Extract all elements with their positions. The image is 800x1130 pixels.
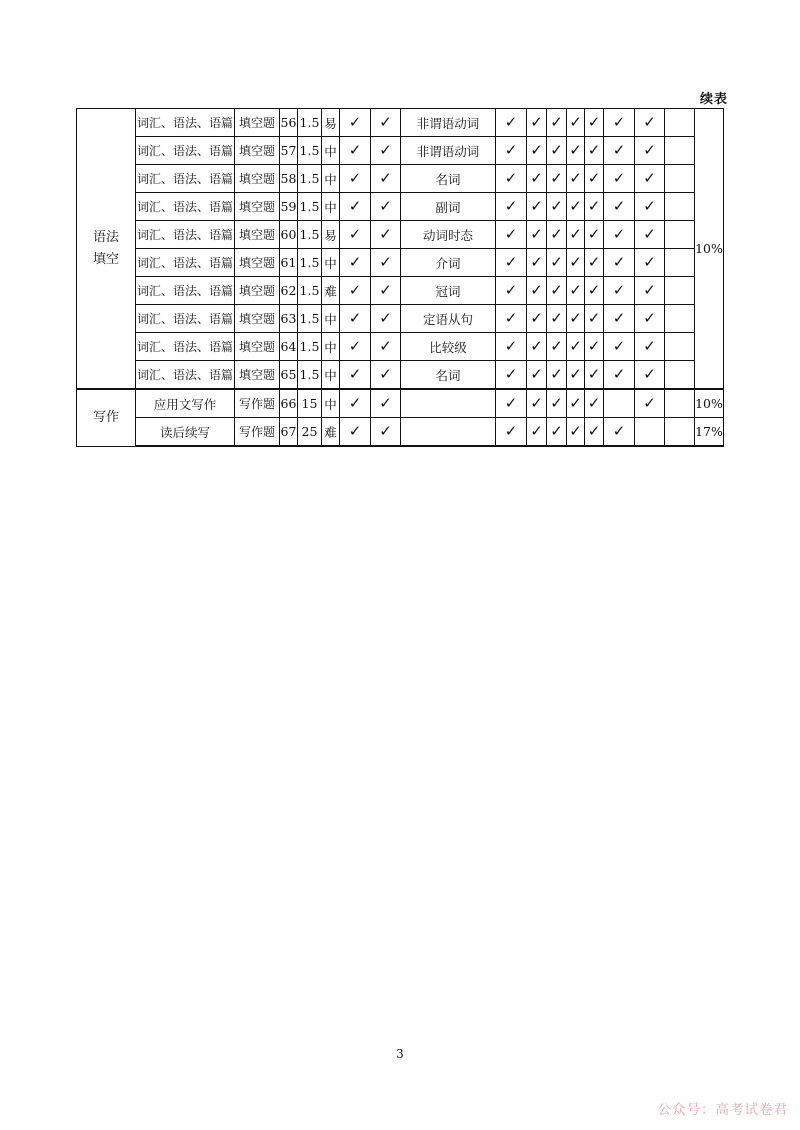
content-cell: 词汇、语法、语篇: [136, 137, 235, 165]
check-mark: ✓: [340, 193, 371, 221]
knowledge-point-cell: 介词: [401, 249, 496, 277]
proportion-cell: 10%: [695, 389, 724, 418]
check-mark: ✓: [585, 333, 604, 361]
question-number-cell: 59: [280, 193, 298, 221]
check-mark: ✓: [635, 137, 665, 165]
question-type-cell: 填空题: [235, 333, 280, 361]
question-type-cell: 填空题: [235, 361, 280, 390]
question-type-cell: 填空题: [235, 137, 280, 165]
table-row: [77, 418, 724, 447]
score-cell: 1.5: [298, 333, 322, 361]
empty-cell: [604, 389, 635, 418]
question-number-cell: 58: [280, 165, 298, 193]
check-mark: ✓: [567, 418, 585, 447]
check-mark: ✓: [604, 305, 635, 333]
knowledge-point-cell: [401, 389, 496, 418]
knowledge-point-cell: [401, 418, 496, 447]
check-mark: ✓: [527, 109, 547, 137]
check-mark: ✓: [604, 137, 635, 165]
empty-cell: [665, 249, 695, 277]
score-cell: 15: [298, 389, 322, 418]
check-mark: ✓: [585, 137, 604, 165]
question-type-cell: 填空题: [235, 305, 280, 333]
score-cell: 1.5: [298, 137, 322, 165]
content-cell: 词汇、语法、语篇: [136, 109, 235, 137]
check-mark: ✓: [547, 165, 567, 193]
check-mark: ✓: [547, 193, 567, 221]
empty-cell: [665, 418, 695, 447]
question-number-cell: 63: [280, 305, 298, 333]
check-mark: ✓: [604, 277, 635, 305]
check-mark: ✓: [604, 165, 635, 193]
check-mark: ✓: [527, 277, 547, 305]
check-mark: ✓: [527, 249, 547, 277]
difficulty-cell: 难: [322, 277, 340, 305]
check-mark: ✓: [527, 165, 547, 193]
empty-cell: [665, 361, 695, 390]
check-mark: ✓: [340, 221, 371, 249]
score-cell: 1.5: [298, 109, 322, 137]
check-mark: ✓: [635, 165, 665, 193]
check-mark: ✓: [635, 221, 665, 249]
proportion-cell: 17%: [695, 418, 724, 447]
check-mark: ✓: [340, 361, 371, 390]
check-mark: ✓: [567, 193, 585, 221]
check-mark: ✓: [585, 418, 604, 447]
check-mark: ✓: [567, 277, 585, 305]
check-mark: ✓: [635, 333, 665, 361]
section-cell-grammar-fill: 语法 填空: [77, 109, 136, 390]
check-mark: ✓: [585, 305, 604, 333]
check-mark: ✓: [371, 193, 401, 221]
check-mark: ✓: [527, 221, 547, 249]
check-mark: ✓: [604, 193, 635, 221]
check-mark: ✓: [496, 361, 527, 390]
check-mark: ✓: [635, 193, 665, 221]
check-mark: ✓: [371, 305, 401, 333]
score-cell: 1.5: [298, 165, 322, 193]
check-mark: ✓: [496, 165, 527, 193]
check-mark: ✓: [371, 249, 401, 277]
content-cell: 词汇、语法、语篇: [136, 249, 235, 277]
difficulty-cell: 中: [322, 137, 340, 165]
check-mark: ✓: [527, 333, 547, 361]
check-mark: ✓: [371, 333, 401, 361]
difficulty-cell: 中: [322, 249, 340, 277]
question-type-cell: 填空题: [235, 221, 280, 249]
empty-cell: [665, 333, 695, 361]
content-cell: 应用文写作: [136, 389, 235, 418]
check-mark: ✓: [547, 389, 567, 418]
check-mark: ✓: [340, 165, 371, 193]
check-mark: ✓: [547, 137, 567, 165]
table-row: [77, 389, 724, 418]
check-mark: ✓: [371, 165, 401, 193]
table-row: [77, 137, 724, 165]
difficulty-cell: 中: [322, 333, 340, 361]
check-mark: ✓: [371, 137, 401, 165]
empty-cell: [635, 418, 665, 447]
check-mark: ✓: [585, 221, 604, 249]
check-mark: ✓: [527, 418, 547, 447]
check-mark: ✓: [371, 418, 401, 447]
question-number-cell: 67: [280, 418, 298, 447]
check-mark: ✓: [567, 249, 585, 277]
continued-table-label: 续表: [699, 92, 728, 107]
check-mark: ✓: [567, 361, 585, 390]
score-cell: 1.5: [298, 249, 322, 277]
check-mark: ✓: [547, 109, 567, 137]
knowledge-point-cell: 名词: [401, 165, 496, 193]
empty-cell: [665, 305, 695, 333]
content-cell: 词汇、语法、语篇: [136, 333, 235, 361]
empty-cell: [665, 277, 695, 305]
check-mark: ✓: [547, 418, 567, 447]
content-cell: 词汇、语法、语篇: [136, 221, 235, 249]
check-mark: ✓: [496, 418, 527, 447]
knowledge-point-cell: 定语从句: [401, 305, 496, 333]
difficulty-cell: 易: [322, 109, 340, 137]
check-mark: ✓: [496, 193, 527, 221]
check-mark: ✓: [340, 249, 371, 277]
check-mark: ✓: [527, 305, 547, 333]
check-mark: ✓: [371, 221, 401, 249]
content-cell: 词汇、语法、语篇: [136, 305, 235, 333]
check-mark: ✓: [635, 277, 665, 305]
check-mark: ✓: [371, 389, 401, 418]
knowledge-point-cell: 动词时态: [401, 221, 496, 249]
difficulty-cell: 易: [322, 221, 340, 249]
question-number-cell: 60: [280, 221, 298, 249]
question-number-cell: 62: [280, 277, 298, 305]
difficulty-cell: 难: [322, 418, 340, 447]
knowledge-point-cell: 名词: [401, 361, 496, 390]
table-row: [77, 333, 724, 361]
check-mark: ✓: [567, 109, 585, 137]
question-number-cell: 57: [280, 137, 298, 165]
content-cell: 词汇、语法、语篇: [136, 165, 235, 193]
check-mark: ✓: [496, 109, 527, 137]
table-row: [77, 305, 724, 333]
check-mark: ✓: [604, 109, 635, 137]
empty-cell: [665, 137, 695, 165]
difficulty-cell: 中: [322, 389, 340, 418]
check-mark: ✓: [340, 137, 371, 165]
check-mark: ✓: [340, 389, 371, 418]
check-mark: ✓: [635, 389, 665, 418]
table-row: [77, 277, 724, 305]
question-number-cell: 66: [280, 389, 298, 418]
check-mark: ✓: [371, 109, 401, 137]
score-cell: 1.5: [298, 361, 322, 390]
check-mark: ✓: [585, 277, 604, 305]
check-mark: ✓: [547, 305, 567, 333]
empty-cell: [665, 109, 695, 137]
check-mark: ✓: [496, 249, 527, 277]
check-mark: ✓: [527, 389, 547, 418]
check-mark: ✓: [567, 333, 585, 361]
section-cell-writing: 写作: [77, 389, 136, 446]
difficulty-cell: 中: [322, 165, 340, 193]
check-mark: ✓: [371, 361, 401, 390]
score-cell: 1.5: [298, 277, 322, 305]
knowledge-point-cell: 非谓语动词: [401, 109, 496, 137]
difficulty-cell: 中: [322, 361, 340, 390]
check-mark: ✓: [496, 389, 527, 418]
exam-specification-table: [76, 108, 724, 447]
check-mark: ✓: [604, 249, 635, 277]
check-mark: ✓: [340, 277, 371, 305]
question-number-cell: 64: [280, 333, 298, 361]
question-type-cell: 写作题: [235, 389, 280, 418]
check-mark: ✓: [371, 277, 401, 305]
proportion-cell: 10%: [695, 109, 724, 390]
score-cell: 25: [298, 418, 322, 447]
watermark-text: 公众号：高考试卷君: [657, 1102, 788, 1118]
table-row: [77, 361, 724, 390]
check-mark: ✓: [547, 361, 567, 390]
score-cell: 1.5: [298, 193, 322, 221]
check-mark: ✓: [604, 221, 635, 249]
check-mark: ✓: [527, 137, 547, 165]
question-type-cell: 填空题: [235, 165, 280, 193]
empty-cell: [665, 389, 695, 418]
knowledge-point-cell: 比较级: [401, 333, 496, 361]
page-number: 3: [396, 1047, 404, 1061]
table-row: [77, 249, 724, 277]
check-mark: ✓: [547, 277, 567, 305]
content-cell: 词汇、语法、语篇: [136, 193, 235, 221]
table-row: [77, 221, 724, 249]
check-mark: ✓: [527, 193, 547, 221]
check-mark: ✓: [496, 221, 527, 249]
check-mark: ✓: [635, 109, 665, 137]
check-mark: ✓: [567, 305, 585, 333]
check-mark: ✓: [635, 249, 665, 277]
knowledge-point-cell: 冠词: [401, 277, 496, 305]
check-mark: ✓: [496, 137, 527, 165]
question-number-cell: 56: [280, 109, 298, 137]
content-cell: 读后续写: [136, 418, 235, 447]
content-cell: 词汇、语法、语篇: [136, 277, 235, 305]
empty-cell: [665, 165, 695, 193]
check-mark: ✓: [567, 389, 585, 418]
question-type-cell: 填空题: [235, 277, 280, 305]
knowledge-point-cell: 副词: [401, 193, 496, 221]
table-row: [77, 109, 724, 137]
question-type-cell: 写作题: [235, 418, 280, 447]
check-mark: ✓: [635, 361, 665, 390]
question-type-cell: 填空题: [235, 249, 280, 277]
check-mark: ✓: [585, 249, 604, 277]
check-mark: ✓: [496, 277, 527, 305]
question-number-cell: 65: [280, 361, 298, 390]
question-number-cell: 61: [280, 249, 298, 277]
knowledge-point-cell: 非谓语动词: [401, 137, 496, 165]
check-mark: ✓: [527, 361, 547, 390]
check-mark: ✓: [496, 305, 527, 333]
question-type-cell: 填空题: [235, 109, 280, 137]
check-mark: ✓: [585, 361, 604, 390]
check-mark: ✓: [340, 418, 371, 447]
check-mark: ✓: [635, 305, 665, 333]
score-cell: 1.5: [298, 305, 322, 333]
check-mark: ✓: [340, 333, 371, 361]
table-row: [77, 165, 724, 193]
check-mark: ✓: [585, 109, 604, 137]
check-mark: ✓: [604, 333, 635, 361]
check-mark: ✓: [547, 249, 567, 277]
check-mark: ✓: [567, 221, 585, 249]
check-mark: ✓: [547, 333, 567, 361]
check-mark: ✓: [585, 165, 604, 193]
check-mark: ✓: [567, 165, 585, 193]
difficulty-cell: 中: [322, 193, 340, 221]
check-mark: ✓: [585, 193, 604, 221]
table-row: [77, 193, 724, 221]
content-cell: 词汇、语法、语篇: [136, 361, 235, 390]
check-mark: ✓: [496, 333, 527, 361]
check-mark: ✓: [340, 109, 371, 137]
check-mark: ✓: [547, 221, 567, 249]
empty-cell: [665, 193, 695, 221]
check-mark: ✓: [567, 137, 585, 165]
check-mark: ✓: [604, 418, 635, 447]
check-mark: ✓: [340, 305, 371, 333]
check-mark: ✓: [585, 389, 604, 418]
score-cell: 1.5: [298, 221, 322, 249]
check-mark: ✓: [604, 361, 635, 390]
empty-cell: [665, 221, 695, 249]
difficulty-cell: 中: [322, 305, 340, 333]
question-type-cell: 填空题: [235, 193, 280, 221]
